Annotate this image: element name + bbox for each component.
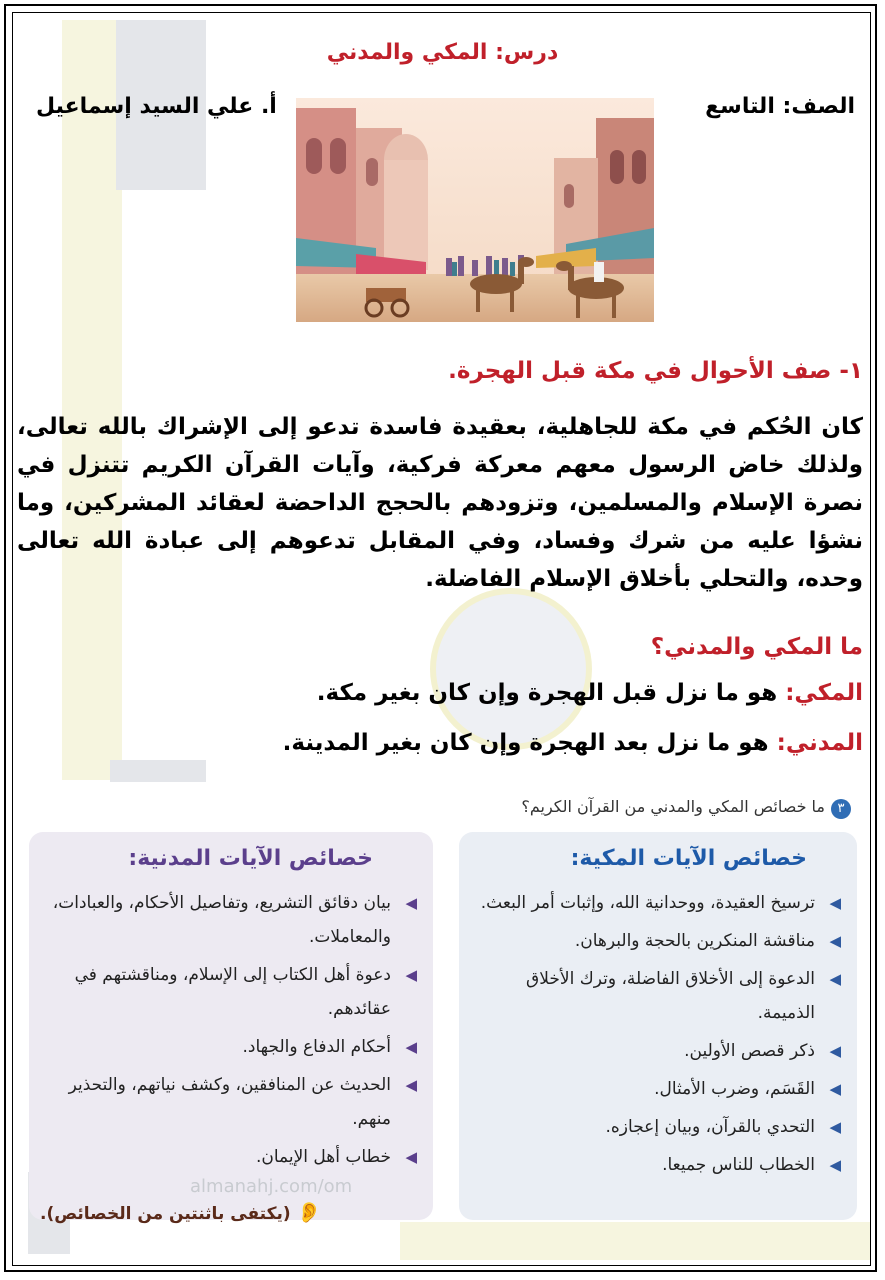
triangle-left-icon: ◀ [405,1038,417,1056]
question-1-answer: كان الحُكم في مكة للجاهلية، بعقيدة فاسدة تدعو إلى الإشراك بالله تعالى، ولذلك خاض الرسول معهم معركة فركية، وآيات القرآن الكريم تتنزل في نصرة الإسلام والمسلمين، وتزودهم بالحجج الداحضة لعقائد المشركين، وما نشؤا عليه من شرك وفساد، وفي المقابل تدعوهم إلى عبادة الله تعالى وحده، والتحلي بأخلاق الإسلام الفاضلة. [17,414,863,592]
question-2-heading: ما المكي والمدني؟ [650,634,863,660]
list-item: ◀ القَسَم، وضرب الأمثال. [473,1072,841,1106]
triangle-left-icon: ◀ [829,932,841,950]
mecca-card-title: خصائص الآيات المكية: [570,846,807,871]
medina-characteristics-list [43,886,417,1178]
note [40,1200,322,1224]
makki-definition [317,680,863,706]
triangle-left-icon: ◀ [405,966,417,984]
list-item: ◀ ذكر قصص الأولين. [473,1034,841,1068]
list-item: ◀ الخطاب للناس جميعا. [473,1148,841,1182]
mecca-characteristics-card [459,832,857,1220]
triangle-left-icon: ◀ [829,894,841,912]
madani-text: هو ما نزل بعد الهجرة وإن كان بغير المدينة. [282,730,769,756]
mecca-characteristics-list [473,886,841,1186]
triangle-left-icon: ◀ [405,894,417,912]
list-item: ◀ الدعوة إلى الأخلاق الفاضلة، وترك الأخلاق الذميمة. [473,962,841,1030]
background-circle [430,588,592,750]
triangle-left-icon: ◀ [829,1080,841,1098]
background-block [110,760,206,782]
list-item: ◀ دعوة أهل الكتاب إلى الإسلام، ومناقشتهم في عقائدهم. [43,958,417,1026]
grade-label: الصف: التاسع [705,94,855,119]
background-stripe [62,20,122,780]
question-1-heading: ١- صف الأحوال في مكة قبل الهجرة. [448,358,863,384]
list-item: ◀ أحكام الدفاع والجهاد. [43,1030,417,1064]
lesson-title: درس: المكي والمدني [326,40,559,65]
medina-characteristics-card [29,832,433,1220]
triangle-left-icon: ◀ [405,1076,417,1094]
teacher-name: أ. علي السيد إسماعيل [36,94,277,119]
triangle-left-icon: ◀ [829,1118,841,1136]
makki-term: المكي: [785,680,863,706]
triangle-left-icon: ◀ [829,1156,841,1174]
note-text: (يكتفى باثنتين من الخصائص). [40,1204,291,1224]
madani-term: المدني: [776,730,863,756]
list-item: ◀ بيان دقائق التشريع، وتفاصيل الأحكام، والعبادات، والمعاملات. [43,886,417,954]
triangle-left-icon: ◀ [829,970,841,988]
mecca-market-illustration [296,98,654,322]
question-3-number-badge: ٣ [831,799,851,819]
question-3-heading: ما خصائص المكي والمدني من القرآن الكريم؟ [521,797,825,816]
madani-definition [283,730,863,756]
list-item: ◀ مناقشة المنكرين بالحجة والبرهان. [473,924,841,958]
list-item: ◀ خطاب أهل الإيمان. [43,1140,417,1174]
triangle-left-icon: ◀ [829,1042,841,1060]
list-item: ◀ الحديث عن المنافقين، وكشف نياتهم، والتحذير منهم. [43,1068,417,1136]
watermark: almanahj.com/om [190,1176,353,1197]
background-stripe [400,1222,870,1260]
ear-icon: 👂 [296,1200,322,1224]
makki-text: هو ما نزل قبل الهجرة وإن كان بغير مكة. [316,680,778,706]
triangle-left-icon: ◀ [405,1148,417,1166]
medina-card-title: خصائص الآيات المدنية: [128,846,373,871]
list-item: ◀ ترسيخ العقيدة، ووحدانية الله، وإثبات أمر البعث. [473,886,841,920]
list-item: ◀ التحدي بالقرآن، وبيان إعجازه. [473,1110,841,1144]
